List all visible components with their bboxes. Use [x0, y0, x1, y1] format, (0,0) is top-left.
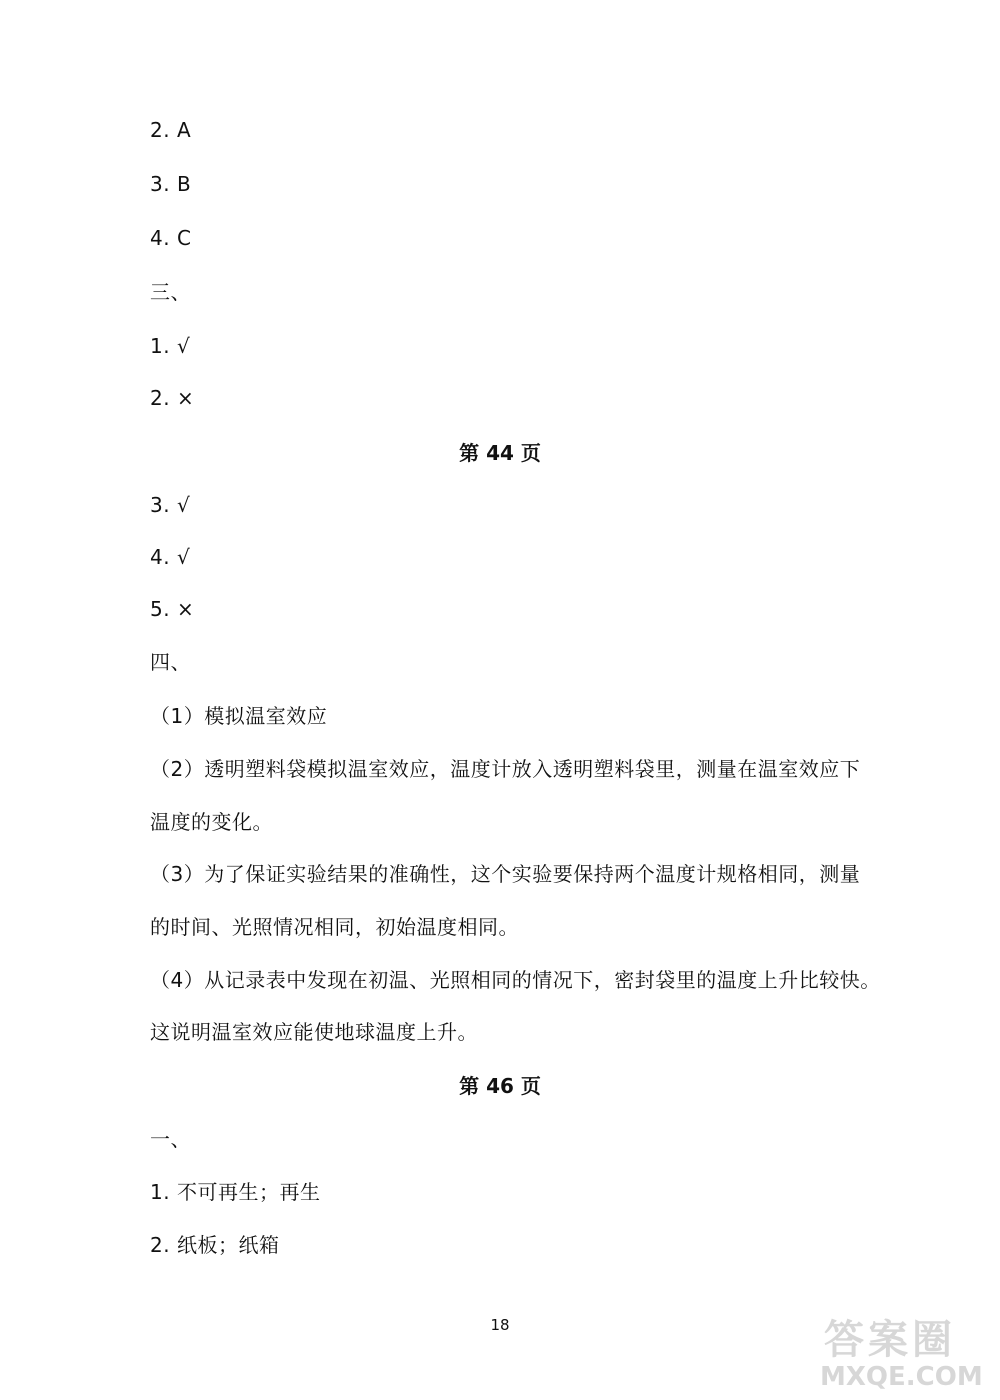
answer-line: 温度的变化。: [150, 810, 273, 834]
watermark-logo: [820, 1308, 990, 1396]
answer-line: （1）模拟温室效应: [150, 704, 328, 728]
answer-line: 4. √: [150, 545, 191, 569]
page-heading: 第 44 页: [459, 441, 541, 465]
answer-line: 这说明温室效应能使地球温度上升。: [150, 1020, 478, 1044]
answer-line: （2）透明塑料袋模拟温室效应，温度计放入透明塑料袋里，测量在温室效应下: [150, 757, 861, 781]
answer-line: 4. C: [150, 226, 192, 250]
answer-line: 3. B: [150, 172, 192, 196]
answer-line: 1. √: [150, 334, 191, 358]
answer-line: 2. ×: [150, 386, 195, 410]
answer-line: 1. 不可再生；再生: [150, 1180, 321, 1204]
answer-line: 2. A: [150, 118, 192, 142]
answer-line: （3）为了保证实验结果的准确性，这个实验要保持两个温度计规格相同，测量: [150, 862, 861, 886]
page-heading: 第 46 页: [459, 1074, 541, 1098]
answer-line: 的时间、光照情况相同，初始温度相同。: [150, 915, 519, 939]
page-number: 18: [490, 1316, 510, 1334]
answer-line: 3. √: [150, 493, 191, 517]
section-label: 一、: [150, 1127, 191, 1151]
section-label: 三、: [150, 280, 191, 304]
section-label: 四、: [150, 650, 191, 674]
answer-line: 5. ×: [150, 597, 195, 621]
answer-line: （4）从记录表中发现在初温、光照相同的情况下，密封袋里的温度上升比较快。: [150, 968, 881, 992]
watermark-bottom: MXQE.COM: [820, 1362, 983, 1392]
answer-line: 2. 纸板；纸箱: [150, 1233, 280, 1257]
watermark-top: 答案圈: [824, 1317, 956, 1363]
